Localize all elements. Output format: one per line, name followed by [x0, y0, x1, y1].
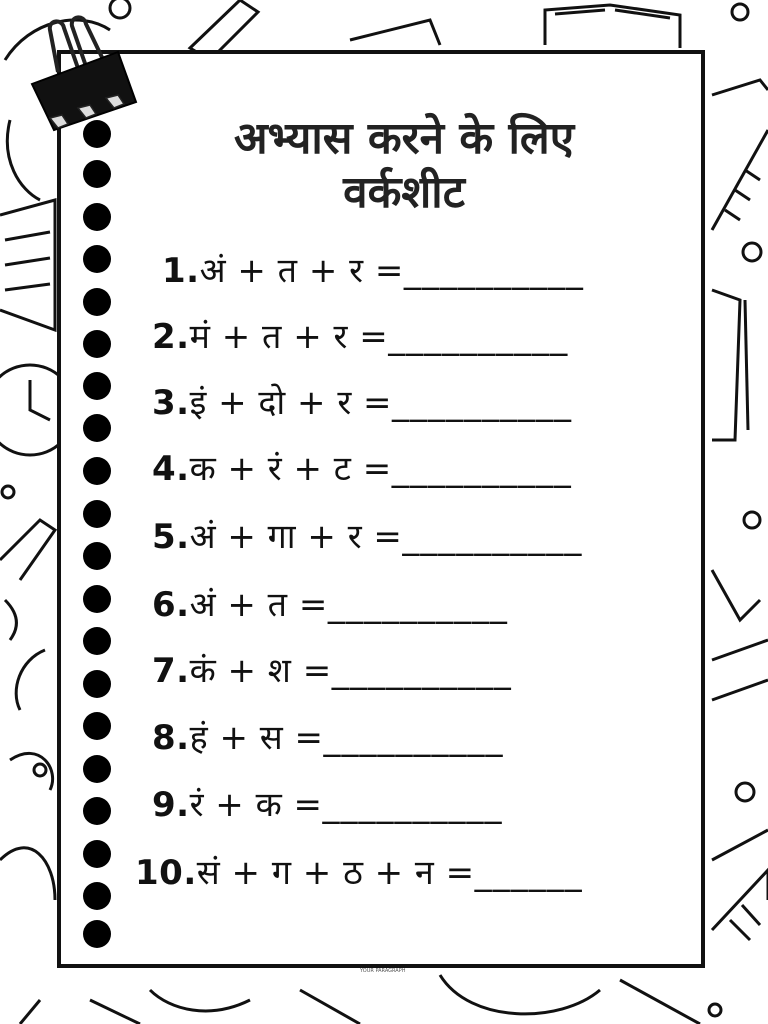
binder-clip-icon	[28, 12, 140, 132]
hole-icon	[83, 160, 111, 188]
question-number: 9.	[152, 785, 190, 825]
hole-icon	[83, 120, 111, 148]
question-text: अं + त =	[189, 585, 328, 625]
title-line-1: अभ्यास करने के लिए	[233, 113, 575, 164]
answer-blank[interactable]: __________	[391, 449, 572, 489]
answer-blank[interactable]: __________	[402, 517, 583, 557]
question-7	[152, 646, 512, 692]
hole-icon	[83, 542, 111, 570]
hole-icon	[83, 330, 111, 358]
hole-icon	[83, 203, 111, 231]
question-5	[152, 512, 582, 558]
hole-icon	[83, 457, 111, 485]
question-text: इं + दो + र =	[189, 383, 393, 423]
answer-blank[interactable]: __________	[323, 718, 504, 758]
question-number: 8.	[152, 718, 190, 758]
hole-icon	[83, 797, 111, 825]
question-text: रं + क =	[189, 785, 323, 825]
question-6	[152, 580, 508, 626]
question-8	[152, 713, 504, 759]
spiral-holes	[83, 120, 113, 950]
question-text: अं + त + र =	[199, 251, 404, 291]
hole-icon	[83, 840, 111, 868]
question-text: कं + श =	[189, 651, 332, 691]
hole-icon	[83, 627, 111, 655]
question-10	[135, 848, 583, 894]
question-number: 6.	[152, 585, 190, 625]
question-number: 5.	[152, 517, 190, 557]
question-text: हं + स =	[189, 718, 324, 758]
question-text: सं + ग + ठ + न =	[196, 853, 475, 893]
question-text: क + रं + ट =	[189, 449, 392, 489]
hole-icon	[83, 755, 111, 783]
hole-icon	[83, 245, 111, 273]
footer-tiny-text: YOUR PARAGRAPH	[360, 968, 406, 974]
question-number: 10.	[135, 853, 197, 893]
answer-blank[interactable]: __________	[403, 251, 584, 291]
question-1	[162, 246, 584, 292]
question-4	[152, 444, 572, 490]
question-number: 1.	[162, 251, 200, 291]
question-3	[152, 378, 572, 424]
answer-blank[interactable]: __________	[322, 785, 503, 825]
answer-blank[interactable]: __________	[388, 317, 569, 357]
hole-icon	[83, 500, 111, 528]
hole-icon	[83, 414, 111, 442]
hole-icon	[83, 288, 111, 316]
answer-blank[interactable]: __________	[327, 585, 508, 625]
question-number: 4.	[152, 449, 190, 489]
question-number: 2.	[152, 317, 190, 357]
question-text: मं + त + र =	[189, 317, 389, 357]
title-line-2: वर्कशीट	[343, 167, 465, 218]
answer-blank[interactable]: ______	[474, 853, 583, 893]
question-number: 7.	[152, 651, 190, 691]
question-text: अं + गा + र =	[189, 517, 403, 557]
answer-blank[interactable]: __________	[392, 383, 573, 423]
question-2	[152, 312, 568, 358]
answer-blank[interactable]: __________	[331, 651, 512, 691]
question-number: 3.	[152, 383, 190, 423]
hole-icon	[83, 670, 111, 698]
hole-icon	[83, 920, 111, 948]
worksheet-title	[130, 112, 678, 220]
hole-icon	[83, 585, 111, 613]
hole-icon	[83, 372, 111, 400]
hole-icon	[83, 882, 111, 910]
question-9	[152, 780, 503, 826]
hole-icon	[83, 712, 111, 740]
